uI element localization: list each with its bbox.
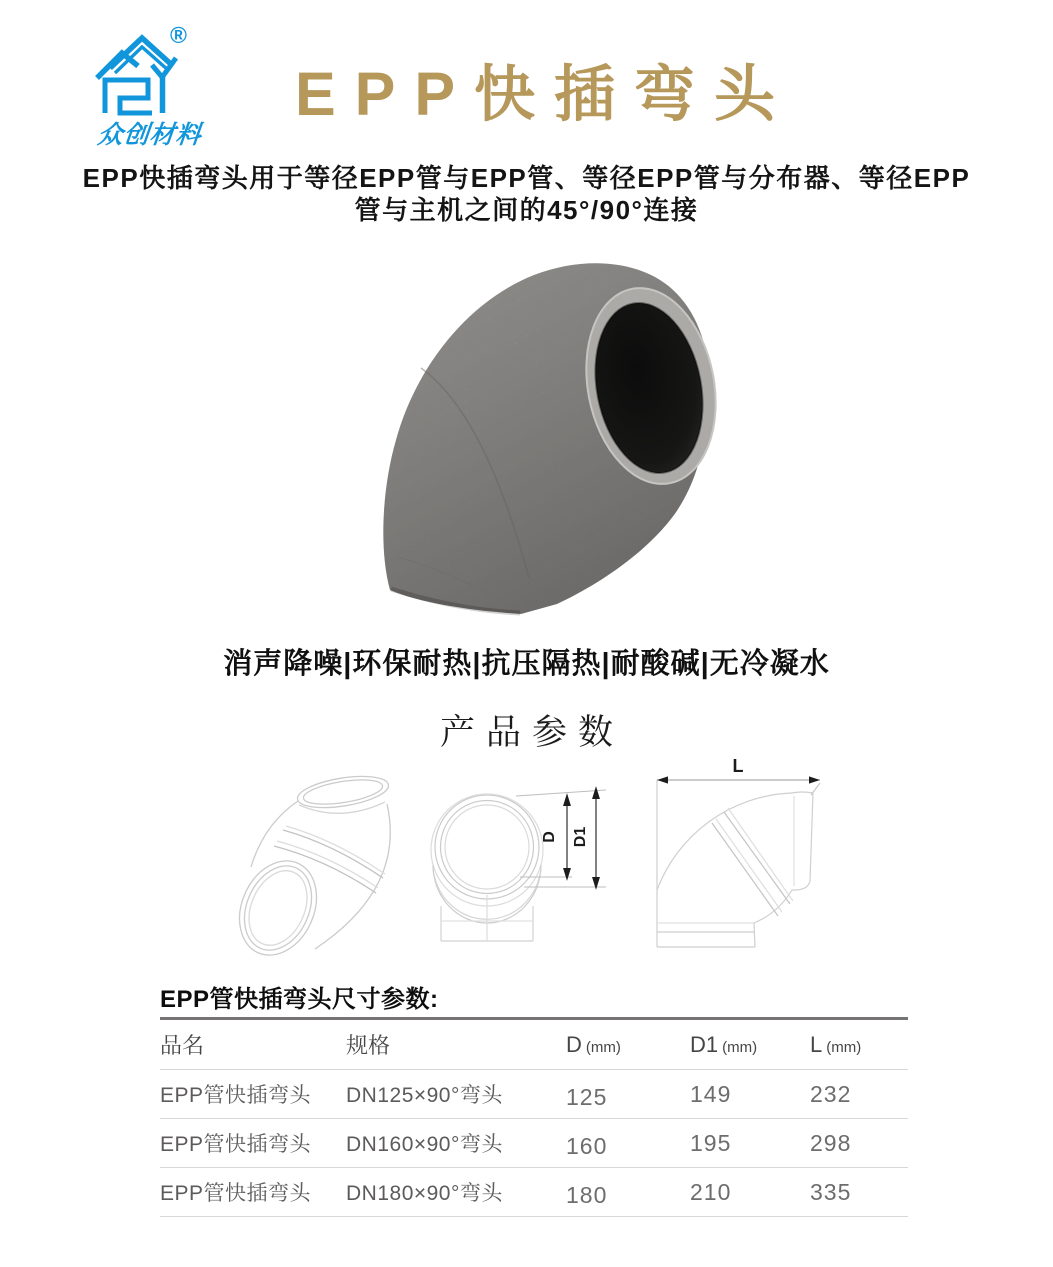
- spec-table: [160, 1017, 908, 1217]
- cell-d1-value: 195: [690, 1129, 732, 1156]
- registered-trademark-icon: ®: [170, 22, 187, 48]
- page-title: EPP快插弯头: [294, 60, 795, 128]
- column-header-name: 品名: [160, 1033, 205, 1058]
- description-line-2: 管与主机之间的45°/90°连接: [354, 195, 699, 225]
- column-header-d-symbol: D: [566, 1031, 582, 1057]
- diagram-isometric-view: [225, 760, 435, 970]
- feature-list: 消声降噪|环保耐热|抗压隔热|耐酸碱|无冷凝水: [223, 648, 830, 680]
- column-header-l-symbol: L: [810, 1031, 823, 1057]
- cell-spec: DN180×90°弯头: [346, 1182, 503, 1205]
- cell-product-name: EPP管快插弯头: [160, 1084, 312, 1107]
- table-row: [160, 1070, 908, 1119]
- column-header-d1-unit: (mm): [722, 1038, 758, 1056]
- table-row: [160, 1168, 908, 1217]
- cell-d1-value: 149: [690, 1080, 732, 1107]
- cell-product-name: EPP管快插弯头: [160, 1133, 312, 1156]
- column-header-d1: [690, 1032, 810, 1058]
- cell-spec: DN160×90°弯头: [346, 1133, 503, 1156]
- spec-table-header-row: [160, 1020, 908, 1070]
- diagram-side-view: [650, 755, 915, 960]
- column-header-d-unit: (mm): [585, 1038, 621, 1056]
- cell-d-value: 125: [566, 1083, 608, 1110]
- brand-name: 众创材料: [96, 121, 204, 149]
- dimension-label-d: D: [541, 831, 558, 843]
- cell-d1-value: 210: [690, 1178, 732, 1205]
- cell-l-value: 298: [810, 1129, 852, 1156]
- product-photo: [335, 258, 740, 623]
- column-header-d1-symbol: D1: [690, 1031, 719, 1057]
- dimension-label-d1: D1: [572, 826, 589, 848]
- description-line-1: EPP快插弯头用于等径EPP管与EPP管、等径EPP管与分布器、等径EPP: [82, 163, 971, 193]
- cell-d-value: 180: [566, 1181, 608, 1208]
- product-description: [0, 162, 1053, 226]
- column-header-l: [810, 1032, 908, 1058]
- cell-l-value: 232: [810, 1080, 852, 1107]
- dimension-label-l: L: [732, 756, 744, 776]
- column-header-l-unit: (mm): [826, 1038, 862, 1056]
- column-header-d: [566, 1032, 690, 1058]
- diagram-top-view: [420, 775, 625, 965]
- cell-l-value: 335: [810, 1178, 852, 1205]
- section-title-parameters: 产品参数: [439, 713, 624, 752]
- column-header-spec: 规格: [346, 1033, 391, 1058]
- cell-product-name: EPP管快插弯头: [160, 1182, 312, 1205]
- spec-table-title: EPP管快插弯头尺寸参数:: [160, 986, 439, 1013]
- cell-d-value: 160: [566, 1132, 608, 1159]
- table-row: [160, 1119, 908, 1168]
- cell-spec: DN125×90°弯头: [346, 1084, 503, 1107]
